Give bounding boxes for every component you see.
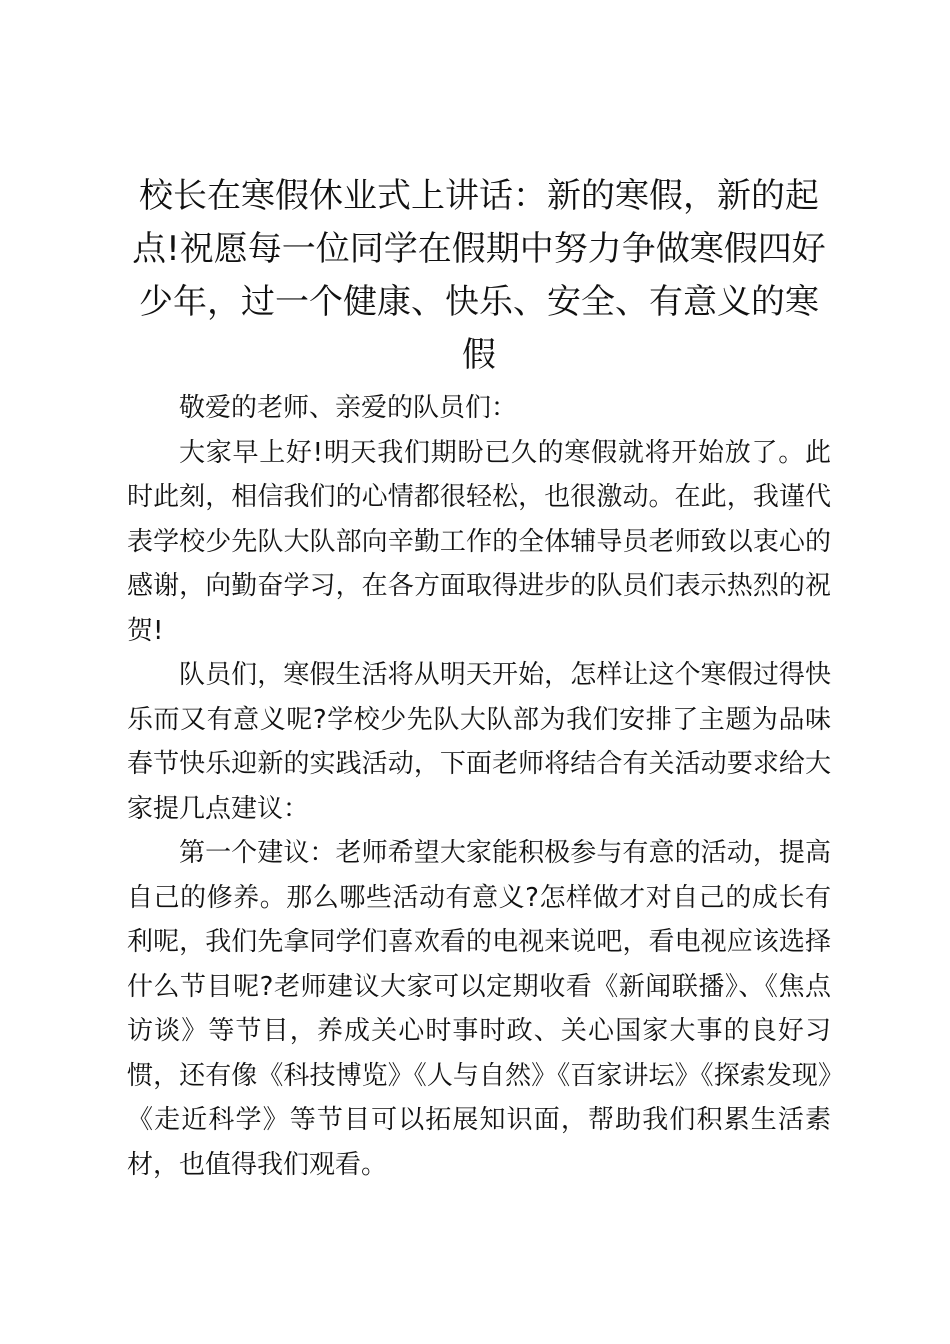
document-content	[127, 170, 831, 1187]
body-paragraph: 大家早上好!明天我们期盼已久的寒假就将开始放了。此时此刻，相信我们的心情都很轻松，也很激动。在此，我谨代表学校少先队大队部向辛勤工作的全体辅导员老师致以衷心的感谢，向勤奋学习，在各方面取得进步的队员们表示热烈的祝贺!	[127, 437, 831, 646]
body-paragraph: 第一个建议：老师希望大家能积极参与有意的活动，提高自己的修养。那么哪些活动有意义?怎样做才对自己的成长有利呢，我们先拿同学们喜欢看的电视来说吧，看电视应该选择什么节目呢?老师建议大家可以定期收看《新闻联播》、《焦点访谈》等节目，养成关心时事时政、关心国家大事的良好习惯，还有像《科技博览》《人与自然》《百家讲坛》《探索发现》《走近科学》等节目可以拓展知识面，帮助我们积累生活素材，也值得我们观看。	[127, 838, 831, 1180]
salutation-paragraph: 敬爱的老师、亲爱的队员们：	[179, 393, 518, 423]
document-body	[127, 386, 831, 1187]
body-paragraph: 队员们，寒假生活将从明天开始，怎样让这个寒假过得快乐而又有意义呢?学校少先队大队部为我们安排了主题为品味春节快乐迎新的实践活动，下面老师将结合有关活动要求给大家提几点建议：	[127, 660, 831, 824]
document-title: 校长在寒假休业式上讲话：新的寒假，新的起点!祝愿每一位同学在假期中努力争做寒假四好少年，过一个健康、快乐、安全、有意义的寒假	[132, 176, 826, 375]
